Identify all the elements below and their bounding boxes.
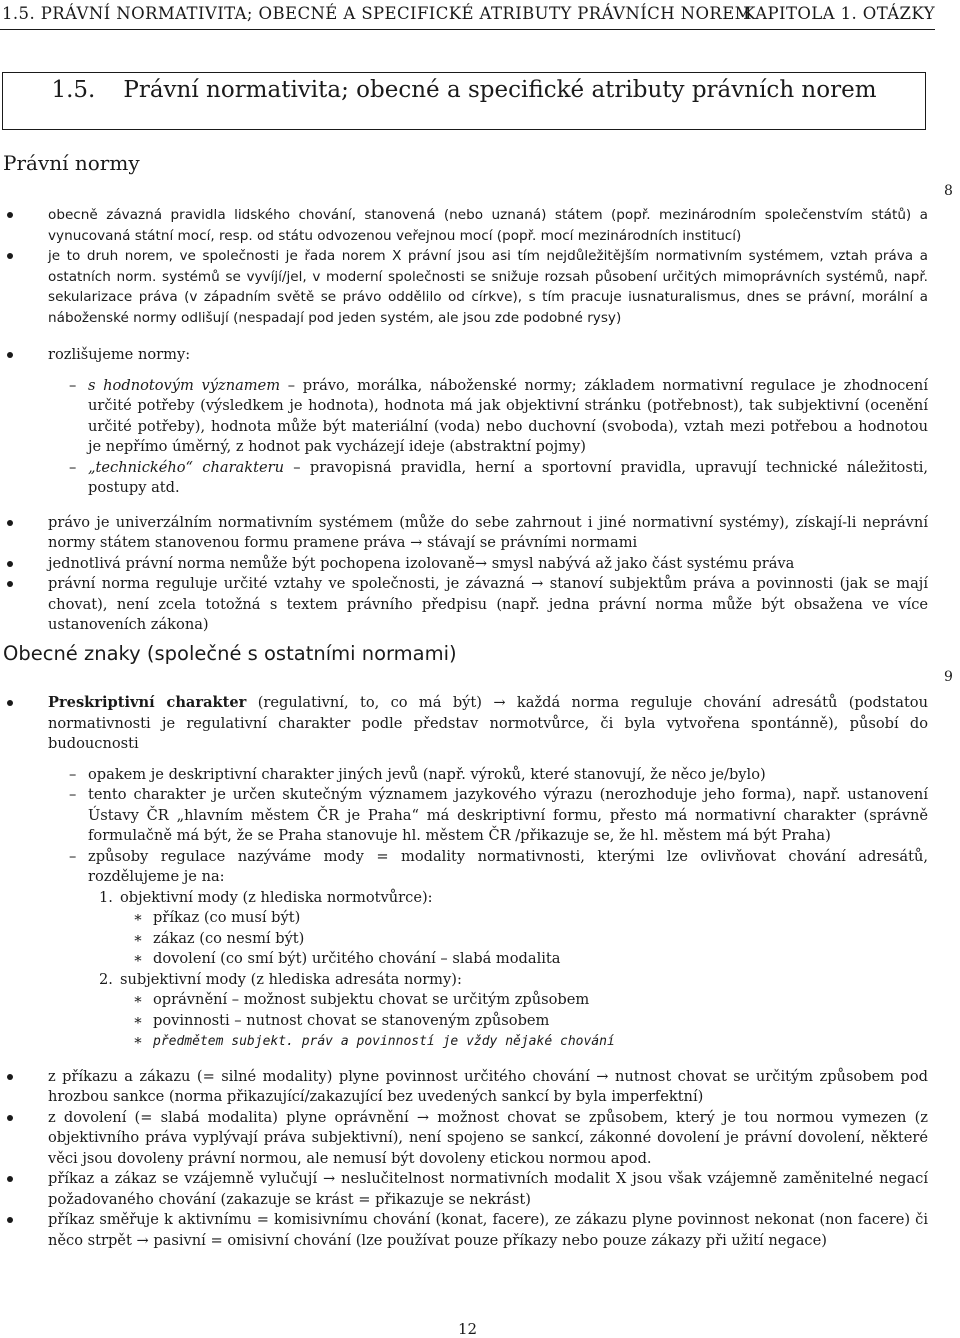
- bullet-icon: [7, 561, 13, 567]
- list-item: obecně závazná pravidla lidského chování, stanovená (nebo uznaná) státem (popř. mezinárodním společenstvím států) a vynucovaná státní mocí, resp. od státu odvozenou veřejnou mocí (popř. mocí mezinárodních institucí): [3, 205, 928, 246]
- dash-icon: –: [69, 765, 77, 783]
- list-item: ∗ povinnosti – nutnost chovat se stanoveným způsobem: [3, 1011, 928, 1032]
- list-item: – opakem je deskriptivní charakter jiných jevů (např. výroků, které stanovují, že něco je/bylo): [3, 765, 928, 786]
- bullet-icon: [7, 581, 13, 587]
- list-item: jednotlivá právní norma nemůže být pochopena izolovaně→ smysl nabývá až jako část systému práva: [3, 554, 928, 575]
- running-header: [0, 4, 935, 28]
- list-item: ∗ dovolení (co smí být) určitého chování – slabá modalita: [3, 949, 928, 970]
- list-item: právní norma reguluje určité vztahy ve společnosti, je závazná → stanoví subjektům práva a povinnosti (jak se mají chovat), není zcela totožná s textem právního předpisu (např. jedna právní norma může být obsažena ve více ustanoveních zákona): [3, 574, 928, 636]
- list-item: ∗ příkaz (co musí být): [3, 908, 928, 929]
- dash-icon: –: [69, 458, 77, 476]
- list-item: je to druh norem, ve společnosti je řada norem X právní jsou asi tím nejdůležitějším normativním systémem, vztah práva a ostatních norm. systémů se vyvíjí/jel, v moderní společnosti se snižuje rozsah působení určitých mimoprávních systémů, např. sekularizace práva (v západním světě se právo oddělilo od církve), s tím pracuje iusnaturalismus, dnes se právní, morální a náboženské normy odlišují (nespadají pod jeden systém, ale jsou zde podobné rysy): [3, 246, 928, 328]
- list-item: – s hodnotovým významem – právo, morálka, náboženské normy; základem normativní regulace je zhodnocení určité potřeby (výsledkem je hodnota), hodnota má jak objektivní stránku (potřebnost), tak subjektivní (ocenění určité potřeby), hodnota může být materiální (voda) nebo duchovní (svoboda), vztah mezi potřebou a hodnotou je nepřímo úměrný, z hodnot pak vycházejí ideje (abstraktní pojmy): [69, 376, 928, 455]
- section1-list-cont: [3, 345, 928, 636]
- page-number: 12: [457, 1320, 478, 1338]
- asterisk-icon: ∗: [133, 991, 143, 1008]
- bullet-icon: [7, 520, 13, 526]
- bullet-icon: [7, 253, 13, 259]
- list-item: z příkazu a zákazu (= silné modality) plyne povinnost určitého chování → nutnost chovat se určitým způsobem pod hrozbou sankce (norma přikazující/zakazující bez uvedených sankcí by byla imperfektní): [3, 1067, 928, 1108]
- section-title-box: [2, 72, 926, 130]
- list-item: ∗ oprávnění – možnost subjektu chovat se určitým způsobem: [3, 990, 928, 1011]
- list-item: z dovolení (= slabá modalita) plyne oprávnění → možnost chovat se způsobem, který je tou normou vymezen (z objektivního práva vyplývají práva subjektivní), není spojeno se sankcí, zákonné dovolení je právní dovolení, některé věci jsou dovoleny právní normou, ale nemusí být dovoleny etickou normou apod.: [3, 1108, 928, 1170]
- list-item: příkaz směřuje k aktivnímu = komisivnímu chování (konat, facere), ze zákazu plyne povinnost nekonat (non facere) či něco strpět → pasivní = omisivní chování (lze používat pouze příkazy nebo pouze zákazy při užití negace): [3, 1210, 928, 1251]
- list-item: rozlišujeme normy:: [3, 345, 928, 366]
- running-header-right: KAPITOLA 1. OTÁZKY: [743, 4, 935, 23]
- list-item: ∗ zákaz (co nesmí být): [3, 929, 928, 950]
- bullet-icon: [7, 1074, 13, 1080]
- margin-number-9: 9: [944, 669, 953, 685]
- margin-number-8: 8: [944, 183, 953, 199]
- bullet-icon: [7, 352, 13, 358]
- asterisk-icon: ∗: [133, 1032, 143, 1049]
- asterisk-icon: ∗: [133, 929, 143, 947]
- list-item: Preskriptivní charakter (regulativní, to, co má být) → každá norma reguluje chování adresátů (podstatou normativnosti je regulativní charakter podle představ normotvůrce, či byla vytvořena spontánně), působí do budoucnosti: [3, 693, 928, 755]
- running-header-left: 1.5. PRÁVNÍ NORMATIVITA; OBECNÉ A SPECIFICKÉ ATRIBUTY PRÁVNÍCH NOREM: [2, 4, 752, 23]
- list-item: právo je univerzálním normativním systémem (může do sebe zahrnout i jiné normativní systémy), získají-li neprávní normy státem stanovenou formu pramene práva → stávají se právními normami: [3, 513, 928, 554]
- subheading-pravni-normy: Právní normy: [3, 151, 140, 175]
- list-item: – způsoby regulace nazýváme mody = modality normativnosti, kterými lze ovlivňovat chování adresátů, rozdělujeme je na:: [69, 847, 928, 885]
- list-item: 2. subjektivní mody (z hlediska adresáta normy):: [99, 970, 462, 988]
- section-number: 1.5.: [51, 77, 96, 103]
- list-item: příkaz a zákaz se vzájemně vylučují → neslučitelnost normativních modalit X jsou však vzájemně zaměnitelné negací požadovaného chování (zakazuje se krást = přikazuje se nekrást): [3, 1169, 928, 1210]
- asterisk-icon: ∗: [133, 909, 143, 926]
- bullet-icon: [7, 1115, 13, 1121]
- bullet-icon: [7, 1176, 13, 1182]
- subheading-obecne-znaky: Obecné znaky (společné s ostatními normami): [3, 642, 457, 665]
- section1-list: [3, 205, 928, 328]
- bullet-icon: [7, 212, 13, 218]
- list-item: ∗ předmětem subjekt. práv a povinností je vždy nějaké chování: [3, 1031, 928, 1053]
- section-title: Právní normativita; obecné a specifické atributy právních norem: [123, 77, 877, 103]
- dash-icon: –: [69, 786, 77, 803]
- list-item: – „technického“ charakteru – pravopisná pravidla, herní a sportovní pravidla, upravují technické náležitosti, postupy atd.: [69, 458, 928, 496]
- bullet-icon: [7, 1217, 13, 1223]
- bullet-icon: [7, 700, 13, 706]
- asterisk-icon: ∗: [133, 1011, 143, 1029]
- asterisk-icon: ∗: [133, 950, 143, 967]
- header-rule: [0, 29, 935, 30]
- dash-icon: –: [69, 847, 77, 865]
- list-item: – tento charakter je určen skutečným významem jazykového výrazu (nerozhoduje jeho forma), např. ustanovení Ústavy ČR „hlavním městem ČR je Praha“ má deskriptivní formu, přesto má normativní charakter (správně formulačně má být, že se Praha stanovuje hl. městem ČR /přikazuje se, že hl. městem má být Praha): [69, 786, 928, 844]
- section2-list: [3, 693, 928, 1251]
- list-item: 1. objektivní mody (z hlediska normotvůrce):: [99, 888, 433, 906]
- dash-icon: –: [69, 376, 77, 394]
